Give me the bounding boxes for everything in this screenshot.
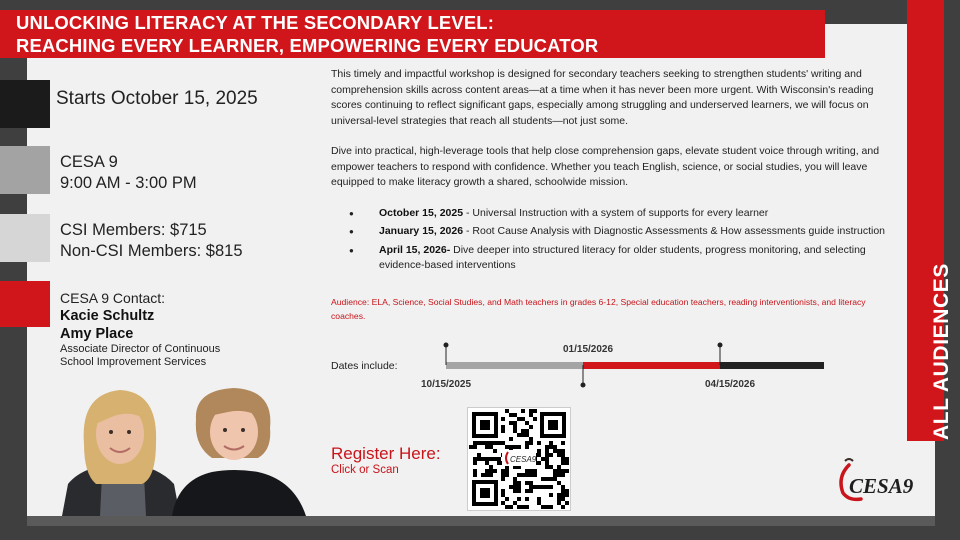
bottom-band — [27, 516, 935, 526]
session-item — [349, 224, 897, 240]
contact-label: CESA 9 Contact: — [60, 290, 166, 306]
timeline-marker-3-dot — [718, 343, 723, 348]
timeline-marker-2-dot — [581, 383, 586, 388]
sidebar-block-pricing — [0, 214, 50, 262]
contact-role-line-1: Associate Director of Continuous — [60, 343, 221, 355]
price-nonmembers: Non-CSI Members: $815 — [60, 242, 243, 260]
title-line-2: REACHING EVERY LEARNER, EMPOWERING EVERY EDUCATOR — [16, 35, 599, 56]
qr-center-logo: CESA9 — [510, 455, 537, 464]
presenter-photo-1 — [62, 390, 180, 516]
timeline-segment-3 — [720, 362, 824, 369]
registration-qr-code[interactable] — [467, 407, 571, 511]
session-date: October 15, 2025 — [379, 206, 464, 219]
session-separator: - — [463, 225, 473, 237]
description-paragraph-1: This timely and impactful workshop is designed for secondary teachers seeking to strengthen students' writing and comprehension skills across content areas—at a time when it has never been more urgent. With Wisconsin's reading scores continuing to reflect significant gaps, especially among struggling and underserved learners, we will focus on universal-level strategies that reach all students—not just some. — [331, 68, 874, 127]
session-date: January 15, 2026 — [379, 225, 464, 237]
timeline-date-1: 10/15/2025 — [421, 379, 472, 390]
title-line-1: UNLOCKING LITERACY AT THE SECONDARY LEVEL: — [16, 12, 495, 33]
session-separator: - — [463, 206, 473, 219]
timeline-segment-2 — [583, 362, 720, 369]
title-banner — [0, 10, 825, 58]
logo-text: CESA9 — [849, 474, 914, 498]
session-text: Universal Instruction with a system of supports for every learner — [472, 206, 769, 219]
contact-role-line-2: School Improvement Services — [60, 356, 207, 368]
start-date: Starts October 15, 2025 — [56, 88, 258, 109]
sidebar-block-location — [0, 146, 50, 194]
audience-side-tab-label: ALL AUDIENCES — [930, 263, 953, 440]
contact-info — [60, 289, 220, 369]
session-text: Root Cause Analysis with Diagnostic Assessments & How assessments guide instruction — [472, 225, 886, 237]
register-subtitle[interactable]: Click or Scan — [331, 464, 399, 476]
presenter-photos — [62, 380, 308, 516]
description — [331, 67, 897, 277]
timeline-marker-1-dot — [444, 343, 449, 348]
session-text: Dive deeper into structured literacy for older students, progress monitoring, and selecting evidence-based interventions — [379, 243, 866, 271]
timeline-date-3: 04/15/2026 — [705, 379, 756, 390]
sidebar-block-contact — [0, 281, 50, 327]
timeline-segment-1 — [446, 362, 583, 369]
audience-info — [331, 295, 891, 323]
timeline-date-2: 01/15/2026 — [563, 344, 614, 355]
audience-label: Audience: — [331, 297, 370, 307]
sidebar-block-date — [0, 80, 50, 128]
pricing-info — [60, 220, 243, 262]
session-date: April 15, 2026- — [379, 243, 451, 256]
contact-name-1: Kacie Schultz — [60, 308, 155, 324]
location-info — [60, 152, 197, 194]
session-time: 9:00 AM - 3:00 PM — [60, 174, 197, 192]
contact-name-2: Amy Place — [60, 326, 134, 342]
session-item — [349, 206, 897, 222]
description-paragraph-2: Dive into practical, high-leverage tools that help close comprehension gaps, elevate student voice through writing, and empower teachers to respond with confidence. Whether you teach English, science, or social studies, you will leave equipped to make literacy growth a shared, schoolwide mission. — [331, 145, 880, 188]
timeline-label: Dates include: — [331, 360, 398, 372]
location-name: CESA 9 — [60, 153, 118, 171]
cesa9-logo — [835, 455, 927, 510]
session-list — [349, 206, 897, 274]
register-link[interactable]: Register Here: — [331, 444, 441, 463]
session-item — [349, 243, 897, 274]
price-members: CSI Members: $715 — [60, 221, 207, 239]
audience-text: ELA, Science, Social Studies, and Math teachers in grades 6-12, Special education teachers, reading interventionists, and literacy coaches. — [331, 297, 866, 321]
presenter-photo-2 — [172, 388, 306, 516]
date-timeline — [415, 335, 835, 400]
